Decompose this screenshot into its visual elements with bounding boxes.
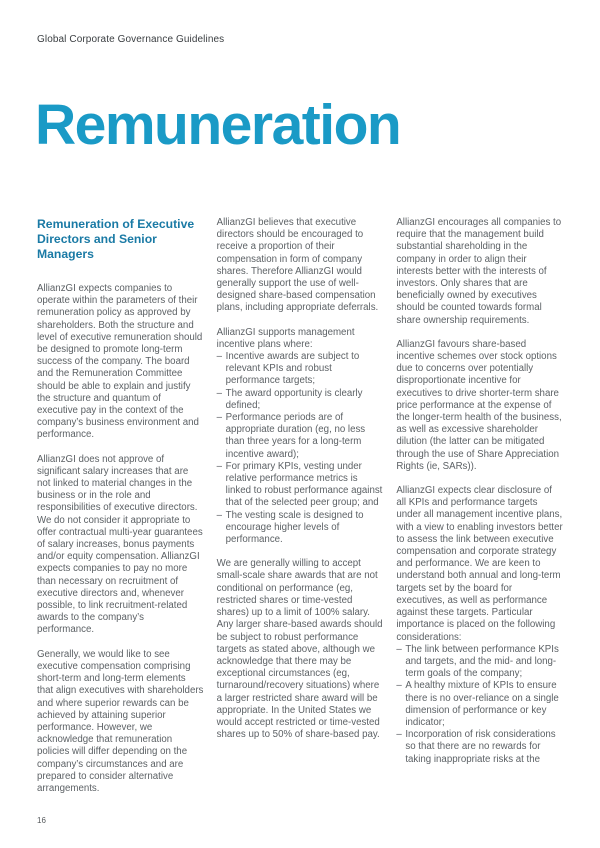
bullet-dash: –	[216, 351, 223, 363]
column-2	[217, 217, 384, 795]
column-1	[37, 217, 204, 795]
paragraph: AllianzGI encourages all companies to require that the management build substantial shareholding in the company in order to align their interests better with the interests of investors. Only shares that are beneficially owned by executives should be counted towards formal share ownership requirements.	[396, 217, 562, 326]
list-intro: AllianzGI supports management incentive plans where:	[216, 326, 355, 350]
section-heading: Remuneration of Executive Directors and Senior Managers	[37, 217, 195, 261]
paragraph: AllianzGI expects clear disclosure of all KPIs and performance targets under all management incentive plans, with a view to enabling investors better to assess the link between executive compensation and corporate strategy and performance. We are keen to understand both annual and long-term targets set by the board for executives, as well as performance against these targets. Particular importance is placed on the following considerations:	[396, 485, 563, 643]
list-item	[396, 644, 563, 681]
bullet-dash: –	[216, 460, 223, 472]
paragraph: AllianzGI does not approve of significant salary increases that are not linked to material changes in the business or in the role and responsibilities of executive directors. We do not consider it appropriate to offer contractual multi-year guarantees of salary increases, bonus payments and/or equity compensation. AllianzGI expects companies to pay no more than necessary on recruitment of executive directors and, whenever possible, to link recruitment-related awards to the company’s performance.	[37, 453, 203, 636]
list-item	[217, 461, 384, 510]
bullet-text: The award opportunity is clearly defined;	[225, 387, 363, 411]
bullet-dash: –	[216, 509, 223, 521]
bullet-dash: –	[396, 680, 402, 692]
bullet-text: Incorporation of risk considerations so that there are no rewards for taking inappropriate risks at the	[405, 729, 556, 765]
text-columns	[37, 217, 563, 795]
list-item	[217, 510, 384, 547]
page-title: Remuneration	[35, 93, 401, 157]
paragraph: AllianzGI expects companies to operate within the parameters of their remuneration policy as approved by shareholders. Both the structure and level of executive remuneration should be designed to promote long-term success of the company. The board and the Remuneration Committee should be able to explain and justify the structure and quantum of executive pay in the context of the company’s business environment and performance.	[37, 283, 203, 441]
bullet-dash: –	[396, 729, 402, 741]
bullet-text: Performance periods are of appropriate duration (eg, no less than three years for a long-term incentive award);	[225, 412, 366, 460]
bullet-dash: –	[216, 412, 223, 424]
list-item	[217, 351, 384, 388]
bullet-text: A healthy mixture of KPIs to ensure there is no over-reliance on a single dimension of performance or key indicator;	[405, 680, 559, 728]
bullet-text: The vesting scale is designed to encourage higher levels of performance.	[225, 509, 364, 546]
paragraph: Generally, we would like to see executive compensation comprising short-term and long-term elements that align executives with shareholders and where superior rewards can be achieved by attaining superior performance. However, we acknowledge that remuneration policies will differ depending on the company’s circumstances and are prepared to consider alternative arrangements.	[37, 648, 204, 794]
page-number: 16	[37, 816, 46, 825]
list-item	[396, 680, 563, 729]
column-3	[396, 217, 563, 795]
bullet-text: For primary KPIs, vesting under relative performance metrics is linked to robust performance against that of the selected peer group; and	[225, 460, 383, 509]
paragraph: We are generally willing to accept small-scale share awards that are not conditional on performance (eg, restricted shares or time-vested shares) up to a limit of 100% salary. Any larger share-based awards should be subject to robust performance targets as stated above, although we acknowledge that there may be exceptional circumstances (eg, turnaround/recovery situations) where a larger restricted share award will be appropriate. In the United States we would accept restricted or time-vested shares up to 50% of share-based pay.	[216, 558, 383, 741]
bullet-text: The link between performance KPIs and targets, and the mid- and long-term goals of the company;	[405, 643, 559, 680]
paragraph: AllianzGI believes that executive directors should be encouraged to receive a proportion of their compensation in form of company shares. Therefore AllianzGI would generally support the use of well-designed share-based compensation plans, including appropriate deferrals.	[216, 217, 379, 314]
paragraph: AllianzGI favours share-based incentive schemes over stock options due to concerns over potentially disproportionate incentive for executives to drive shorter-term share price performance at the expense of the longer-term health of the business, as well as excessive shareholder dilution (the latter can be mitigated through the use of Share Appreciation Rights (ie, SARs)).	[396, 338, 562, 472]
list-item	[217, 388, 384, 412]
bullet-dash: –	[396, 643, 402, 655]
bullet-list	[396, 644, 563, 766]
list-item	[396, 729, 563, 766]
list-item	[217, 412, 384, 461]
document-header: Global Corporate Governance Guidelines	[37, 34, 225, 45]
bullet-text: Incentive awards are subject to relevant KPIs and robust performance targets;	[225, 351, 360, 387]
bullet-dash: –	[216, 387, 223, 399]
bullet-list	[217, 351, 384, 546]
